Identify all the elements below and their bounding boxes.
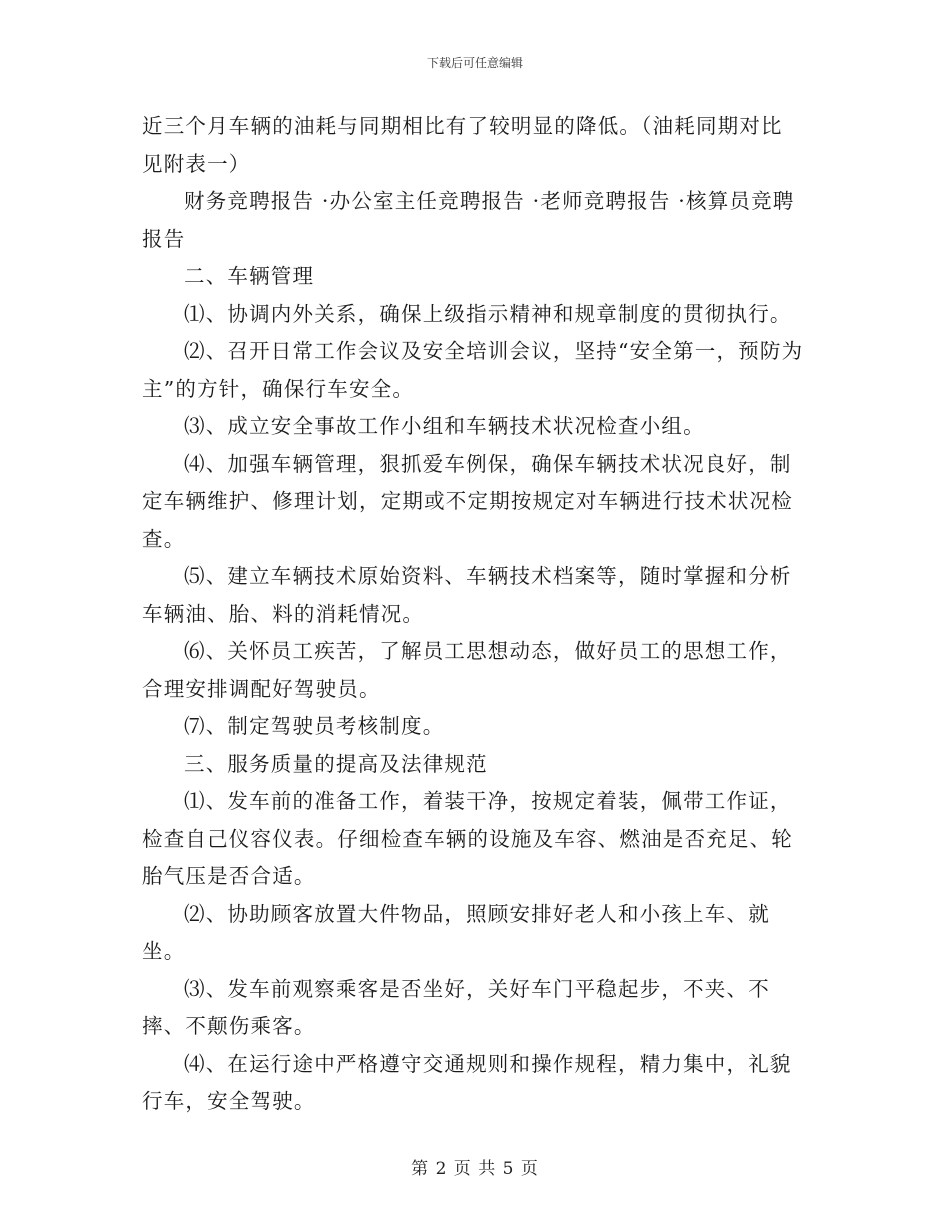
section-heading-service-quality: 三、服务质量的提高及法律规范 [184, 751, 488, 776]
list-item-service-4: ⑷、在运行途中严格遵守交通规则和操作规程，精力集中，礼貌行车，安全驾驶。 [142, 1051, 792, 1113]
list-item-service-2: ⑵、协助顾客放置大件物品，照顾安排好老人和小孩上车、就坐。 [142, 901, 770, 963]
list-item-1: ⑴、协调内外关系，确保上级指示精神和规章制度的贯彻执行。 [184, 301, 792, 326]
paragraph-fuel-summary: 近三个月车辆的油耗与同期相比有了较明显的降低。（油耗同期对比见附表一） [142, 114, 783, 176]
list-item-7: ⑺、制定驾驶员考核制度。 [184, 714, 445, 738]
document-body [142, 108, 804, 1121]
list-item-6: ⑹、关怀员工疾苦，了解员工思想动态，做好员工的思想工作，合理安排调配好驾驶员。 [142, 639, 792, 701]
section-heading-vehicle-management: 二、车辆管理 [184, 264, 315, 288]
list-item-3: ⑶、成立安全事故工作小组和车辆技术状况检查小组。 [184, 414, 705, 438]
page-number-label: 第 2 页 共 5 页 [411, 1159, 539, 1179]
paragraph-related-reports: 财务竞聘报告 ·办公室主任竞聘报告 ·老师竞聘报告 ·核算员竞聘报告 [142, 189, 795, 251]
list-item-5: ⑸、建立车辆技术原始资料、车辆技术档案等，随时掌握和分析车辆油、胎、料的消耗情况。 [142, 564, 792, 626]
list-item-4: ⑷、加强车辆管理，狠抓爱车例保，确保车辆技术状况良好，制定车辆维护、修理计划，定期或不定期按规定对车辆进行技术状况检查。 [142, 451, 793, 551]
list-item-service-3: ⑶、发车前观察乘客是否坐好，关好车门平稳起步，不夹、不摔、不颠伤乘客。 [142, 976, 770, 1038]
list-item-service-1: ⑴、发车前的准备工作，着装干净，按规定着装，佩带工作证，检查自己仪容仪表。仔细检查车辆的设施及车容、燃油是否充足、轮胎气压是否合适。 [142, 789, 793, 888]
page-footer [0, 1154, 950, 1179]
list-item-2: ⑵、召开日常工作会议及安全培训会议，坚持“安全第一，预防为主”的方针，确保行车安全。 [142, 339, 804, 401]
header-note: 下载后可任意编辑 [426, 56, 523, 70]
